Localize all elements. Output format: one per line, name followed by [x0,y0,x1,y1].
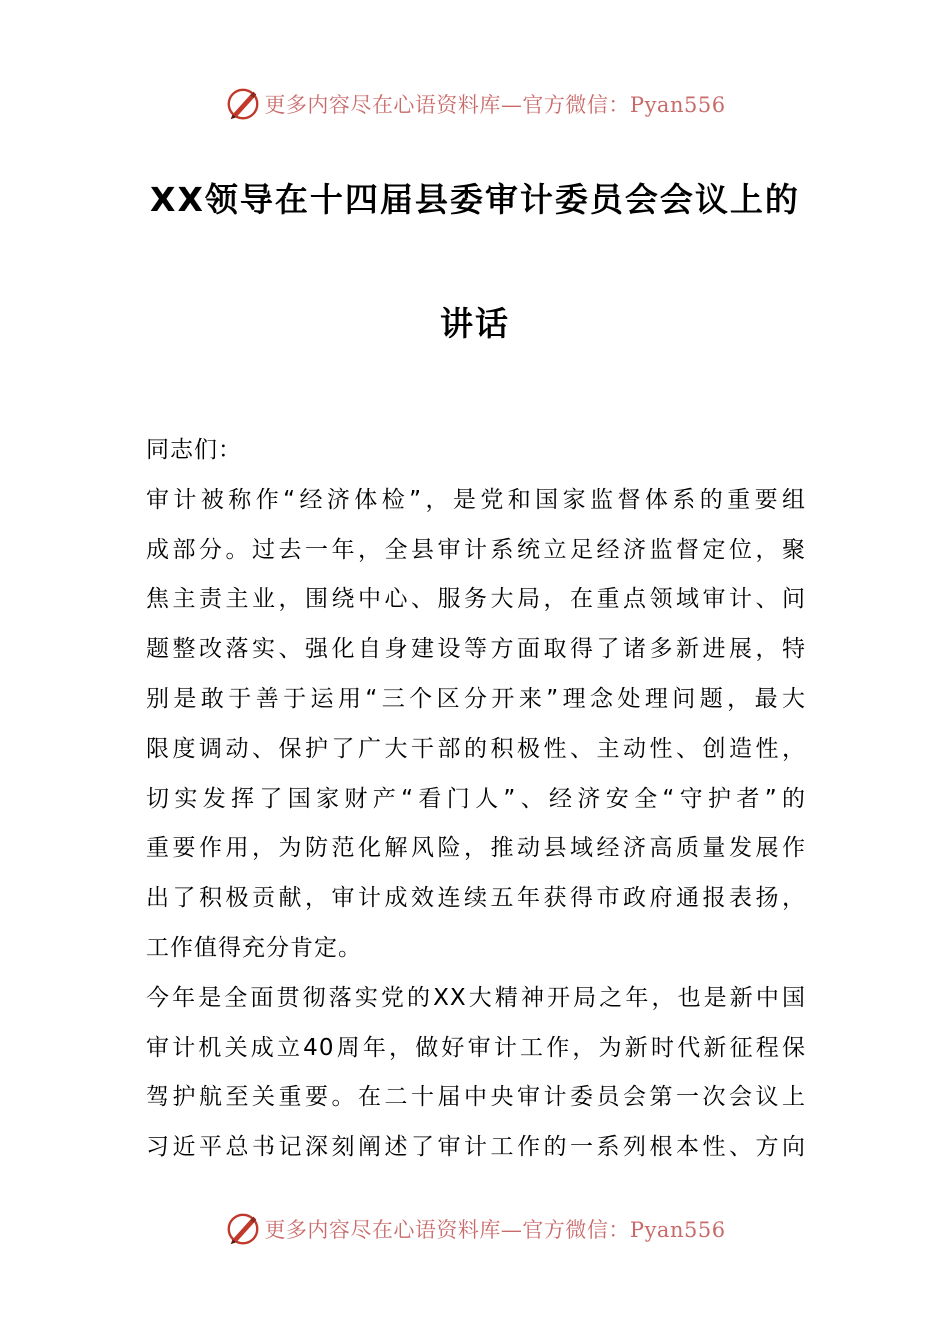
body-line: 今年是全面贯彻落实党的XX大精神开局之年，也是新中国 [146,984,806,1011]
body-line: 焦主责主业，围绕中心、服务大局，在重点领域审计、问 [146,586,806,613]
body-line: 工作值得充分肯定。 [146,934,362,961]
watermark-content [224,1210,725,1248]
document-title-line-1: XX领导在十四届县委审计委员会会议上的 [150,180,800,219]
body-line: 切实发挥了国家财产“看门人”、经济安全“守护者”的 [146,785,806,812]
greeting: 同志们： [146,437,242,463]
body-line: 出了积极贡献，审计成效连续五年获得市政府通报表扬， [146,885,806,912]
watermark-content [224,85,725,123]
body-line: 限度调动、保护了广大干部的积极性、主动性、创造性， [146,735,806,762]
pen-logo-icon [224,85,262,123]
body-line: 重要作用，为防范化解风险，推动县域经济高质量发展作 [146,835,806,862]
body-line: 题整改落实、强化自身建设等方面取得了诸多新进展，特 [146,636,806,663]
body-line: 成部分。过去一年，全县审计系统立足经济监督定位，聚 [146,536,806,563]
body-line: 习近平总书记深刻阐述了审计工作的一系列根本性、方向 [146,1134,806,1161]
body-line: 别是敢于善于运用“三个区分开来”理念处理问题，最大 [146,685,806,712]
body-line: 审计机关成立40周年，做好审计工作，为新时代新征程保 [146,1034,806,1061]
pen-logo-icon [224,1210,262,1248]
watermark-text: 更多内容尽在心语资料库—官方微信：Pyan556 [264,1218,726,1242]
body-line: 审计被称作“经济体检”，是党和国家监督体系的重要组 [146,486,806,513]
watermark-banner-top [0,84,950,124]
document-body [146,426,806,1173]
watermark-text: 更多内容尽在心语资料库—官方微信：Pyan556 [264,93,726,117]
document-title-line-2: 讲话 [440,304,510,343]
watermark-banner-bottom [0,1209,950,1249]
body-line: 驾护航至关重要。在二十届中央审计委员会第一次会议上 [146,1084,806,1111]
